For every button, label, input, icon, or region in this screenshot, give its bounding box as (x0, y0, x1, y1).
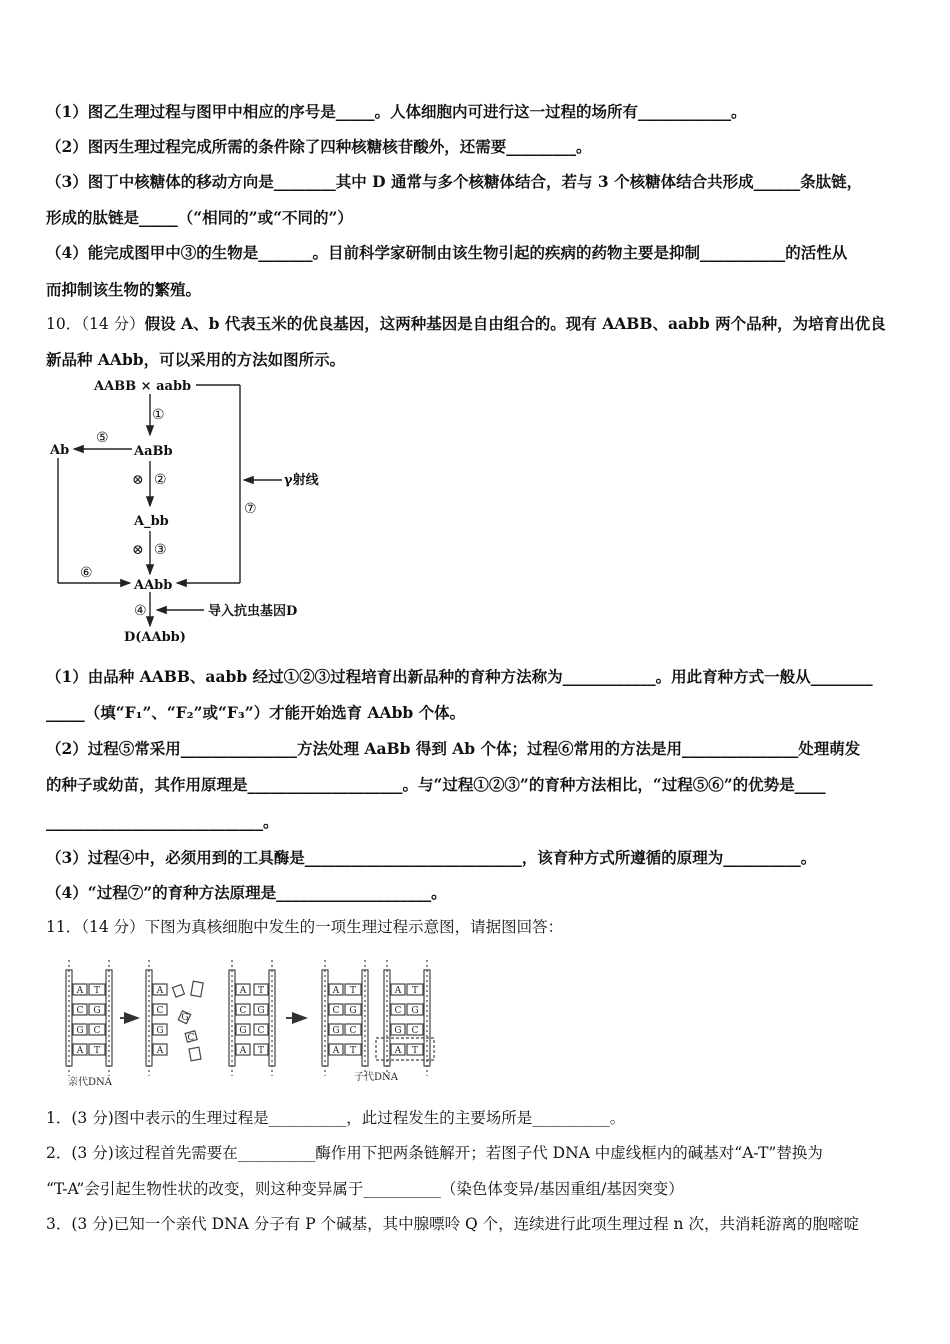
q9-part1: （1）图乙生理过程与图甲中相应的序号是_____。人体细胞内可进行这一过程的场所有____________。 (46, 102, 747, 121)
base-t: T (93, 1046, 101, 1056)
q9-part2: （2）图丙生理过程完成所需的条件除了四种核糖核苷酸外，还需要_________。 (46, 137, 592, 156)
insert-gene-label: 导入抗虫基因D (208, 604, 298, 619)
q11-sub2-line2: “T-A”会引起生物性状的改变，则这种变异属于__________（染色体变异/基因重组/基因突变） (46, 1180, 684, 1198)
target-label: AAbb (134, 578, 173, 593)
step7-label: ⑦ (244, 501, 257, 517)
f1-label: AaBb (134, 444, 173, 459)
q11-intro (46, 915, 908, 939)
base-t: T (93, 986, 101, 996)
q11-sub3: 3．(3 分)已知一个亲代 DNA 分子有 P 个碱基，其中腺嘌呤 Q 个，连续进行此项生理过程 n 次，共消耗游离的胞嘧啶 (46, 1215, 859, 1233)
base-t: T (411, 1046, 419, 1056)
q9-part4-line2: 而抑制该生物的繁殖。 (46, 280, 202, 299)
base-t: T (257, 986, 265, 996)
q11-sub2-line1: 2．(3 分)该过程首先需要在__________酶作用下把两条链解开；若图子代 DNA 中虚线框内的碱基对“A-T”替换为 (46, 1144, 823, 1162)
base-a: A (394, 1046, 402, 1056)
base-c: C (239, 1006, 247, 1016)
base-t: T (411, 986, 419, 996)
base-g: G (239, 1026, 247, 1036)
base-c: C (187, 1033, 195, 1043)
q10-intro-line2: 新品种 AAbb，可以采用的方法如图所示。 (46, 350, 346, 369)
q10-part2-line3: ____________________________。 (46, 812, 279, 831)
q11-intro-text: 下图为真核细胞中发生的一项生理过程示意图，请据图回答： (144, 918, 564, 936)
q10-part4: （4）“过程⑦”的育种方法原理是____________________。 (46, 883, 447, 902)
base-g: G (181, 1013, 189, 1023)
q10-intro-line1 (46, 312, 908, 336)
parents-label: AABB × aabb (94, 379, 192, 394)
q11-number: 11． (46, 918, 82, 936)
step4-label: ④ (134, 603, 147, 619)
base-c: C (93, 1026, 101, 1036)
base-a: A (332, 1046, 340, 1056)
q10-part2-line1: （2）过程⑤常采用_______________方法处理 AaBb 得到 Ab 个体；过程⑥常用的方法是用_______________处理萌发 (46, 739, 861, 758)
base-a: A (239, 986, 247, 996)
q11-sub1: 1．(3 分)图中表示的生理过程是__________，此过程发生的主要场所是__________。 (46, 1109, 626, 1127)
q9-part3-line1: （3）图丁中核糖体的移动方向是________其中 D 通常与多个核糖体结合，若与 3 个核糖体结合共形成______条肽链， (46, 172, 863, 191)
base-c: C (349, 1026, 357, 1036)
dna-replication-diagram (54, 952, 454, 1090)
base-a: A (239, 1046, 247, 1056)
step3-label: ③ (154, 542, 167, 558)
base-a: A (156, 986, 164, 996)
base-t: T (349, 986, 357, 996)
step6-label: ⑥ (80, 565, 93, 581)
step1-label: ① (152, 407, 165, 423)
q10-part2-line2: 的种子或幼苗，其作用原理是____________________。与“过程①②③”的育种方法相比，“过程⑤⑥”的优势是____ (46, 775, 826, 794)
gamma-label: γ射线 (284, 473, 319, 488)
base-a: A (76, 1046, 84, 1056)
base-g: G (349, 1006, 357, 1016)
q10-score: （14 分） (81, 315, 145, 333)
a-bb-label: A_bb (134, 514, 169, 529)
child-dna-label: 子代DNA (354, 1072, 398, 1083)
breeding-diagram (44, 378, 344, 648)
base-a: A (394, 986, 402, 996)
parent-dna-label: 亲代DNA (68, 1077, 112, 1088)
base-c: C (257, 1026, 265, 1036)
base-a: A (76, 986, 84, 996)
base-t: T (349, 1046, 357, 1056)
base-g: G (76, 1026, 84, 1036)
base-c: C (76, 1006, 84, 1016)
base-g: G (93, 1006, 101, 1016)
base-t: T (257, 1046, 265, 1056)
base-g: G (257, 1006, 265, 1016)
base-c: C (411, 1026, 419, 1036)
base-a: A (156, 1046, 164, 1056)
q10-intro-text: 假设 A、b 代表玉米的优良基因，这两种基因是自由组合的。现有 AABB、aabb 两个品种，为培育出优良 (144, 314, 886, 333)
q9-part4-line1: （4）能完成图甲中③的生物是_______。目前科学家研制由该生物引起的疾病的药物主要是抑制___________的活性从 (46, 243, 848, 262)
q9-part3-line2: 形成的肽链是_____（“相同的”或“不同的”） (46, 208, 353, 227)
base-c: C (156, 1006, 164, 1016)
q10-part1-line2: _____（填“F₁”、“F₂”或“F₃”）才能开始选育 AAbb 个体。 (46, 703, 466, 722)
q11-score: （14 分） (81, 918, 145, 936)
product-label: D(AAbb) (124, 630, 186, 645)
q10-number: 10． (46, 315, 82, 333)
base-g: G (332, 1026, 340, 1036)
selfing-symbol-1: ⊗ (132, 472, 144, 488)
haploid-label: Ab (50, 443, 70, 458)
base-g: G (394, 1026, 402, 1036)
base-c: C (394, 1006, 402, 1016)
base-g: G (411, 1006, 419, 1016)
base-g: G (156, 1026, 164, 1036)
q10-part3: （3）过程④中，必须用到的工具酶是____________________________，该育种方式所遵循的原理为__________。 (46, 848, 817, 867)
q10-part1-line1: （1）由品种 AABB、aabb 经过①②③过程培育出新品种的育种方法称为____________。用此育种方式一般从________ (46, 667, 873, 686)
selfing-symbol-2: ⊗ (132, 542, 144, 558)
step5-label: ⑤ (96, 430, 109, 446)
base-a: A (332, 986, 340, 996)
base-c: C (332, 1006, 340, 1016)
step2-label: ② (154, 472, 167, 488)
